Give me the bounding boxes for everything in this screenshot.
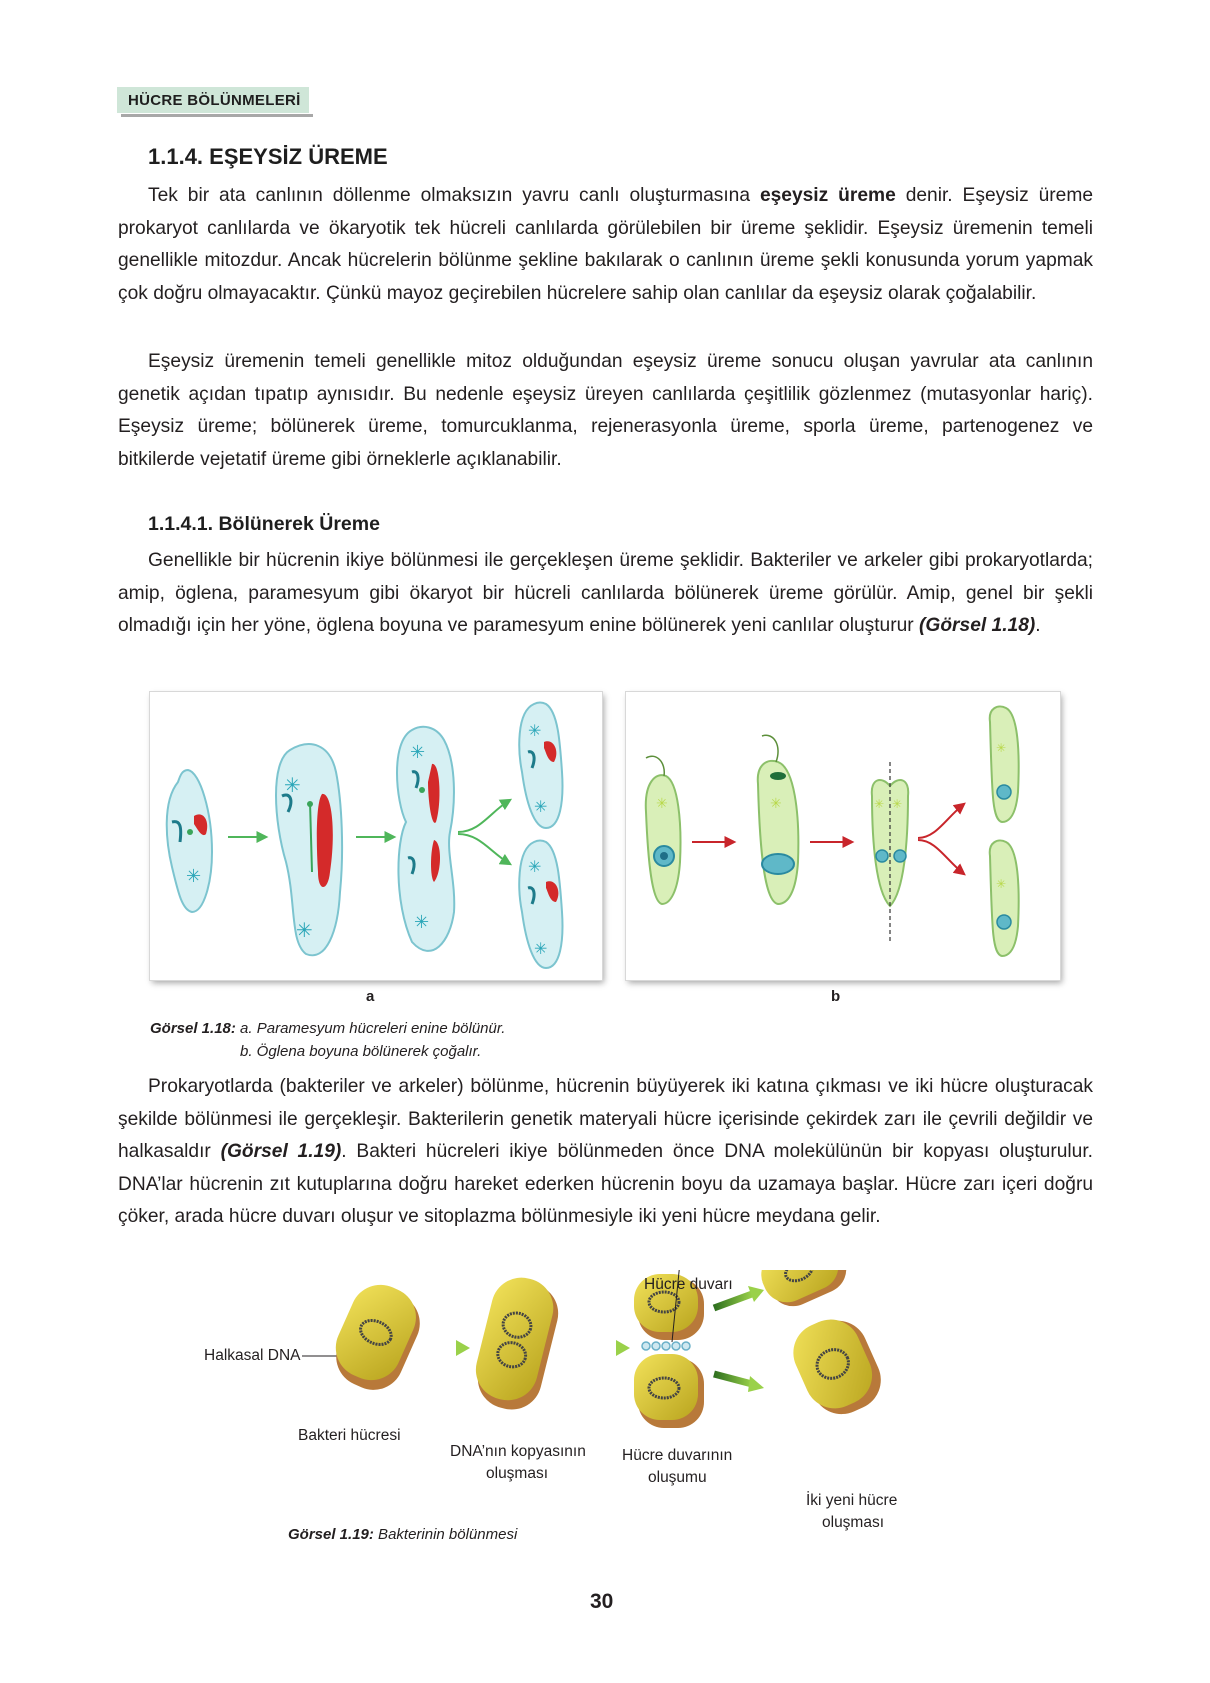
section-title: 1.1.4. EŞEYSİZ ÜREME — [148, 144, 388, 169]
svg-text:✳: ✳ — [770, 796, 782, 812]
paragraph-definition: Tek bir ata canlının döllenme olmaksızın yavru canlı oluşturmasına eşeysiz üreme denir. Eşeysiz üreme prokaryot canlılarda ve ökaryotik tek hücreli canlılarda görülebilen bir üreme şeklidir. Eşeysiz üremenin temeli genellikle mitozdur. Ancak hücrelerin bölünme şekline bakılarak o canlının üreme şekli konusunda yorum yapmak çok doğru olmayacaktır. Çünkü mayoz geçirebilen hücrelere sahip olan canlılar da eşeysiz olarak çoğalabilir. — [118, 185, 1093, 304]
bacterium-daughter-top — [754, 1270, 854, 1315]
svg-text:✳: ✳ — [284, 773, 301, 797]
paramecium-cell-2 — [276, 744, 342, 955]
term-eseysiz-ureme: eşeysiz üreme — [759, 185, 896, 206]
label-dna-copy-line2: oluşması — [486, 1465, 549, 1482]
svg-text:✳: ✳ — [410, 742, 426, 763]
svg-text:✳: ✳ — [656, 796, 668, 812]
svg-text:✳: ✳ — [186, 866, 202, 887]
figure-1-18-caption-line1: Görsel 1.18: a. Paramesyum hücreleri enine bölünür. — [150, 1020, 506, 1037]
svg-text:✳: ✳ — [996, 741, 1007, 755]
svg-text:✳: ✳ — [296, 918, 313, 942]
paramecium-daughter-top — [519, 703, 562, 829]
bacterium-daughter-bottom — [784, 1308, 891, 1426]
label-two-new-line2: oluşması — [822, 1514, 885, 1531]
bacterium-cell-2 — [468, 1271, 566, 1416]
figure-euglena-panel — [626, 692, 1060, 980]
euglena-daughter-bottom — [990, 841, 1019, 956]
figure-1-19-caption: Görsel 1.19: Bakterinin bölünmesi — [288, 1526, 518, 1543]
label-wall-forming-line1: Hücre duvarının — [622, 1447, 733, 1464]
figure-ref-1-19: (Görsel 1.19) — [220, 1141, 342, 1162]
paragraph-binary-fission: Genellikle bir hücrenin ikiye bölünmesi ile gerçekleşen üreme şeklidir. Bakteriler ve arkeler gibi prokaryotlarda; amip, öglena, paramesyum gibi ökaryot bir hücreli canlılarda bölünerek üreme görülür. Amip, genel bir şekli olmadığı için her yöne, öglena boyuna ve paramesyum enine bölünerek yeni canlılar oluşturur (Görsel 1.18). — [118, 550, 1093, 636]
paramecium-cell-1 — [167, 770, 212, 912]
figure-ref-1-18: (Görsel 1.18) — [919, 615, 1036, 636]
header-tab-shadow — [121, 114, 313, 117]
svg-text:✳: ✳ — [534, 797, 548, 816]
euglena-daughter-top — [990, 707, 1019, 822]
page-number: 30 — [590, 1590, 614, 1613]
paragraph-prokaryote-division: Prokaryotlarda (bakteriler ve arkeler) bölünme, hücrenin büyüyerek iki katına çıkması ve iki hücre oluşturacak şekilde bölünmesi ile gerçekleşir. Bakterilerin genetik materyali hücre içerisinde çekirdek zarı ile çevrili değildir ve halkasaldır (Görsel 1.19). Bakteri hücreleri ikiye bölünmeden önce DNA molekülünün bir kopyası oluşturulur. DNA’lar hücrenin zıt kutuplarına doğru hareket ederken hücrenin boyu da uzamaya başlar. Hücre zarı içeri doğru çöker, arada hücre duvarı oluşur ve sitoplazma bölünmesiyle iki yeni hücre meydana gelir. — [118, 1076, 1093, 1227]
chapter-title: HÜCRE BÖLÜNMELERİ — [128, 92, 301, 109]
euglena-cell-2 — [758, 735, 799, 904]
euglena-division-illustration — [626, 692, 1060, 980]
svg-text:✳: ✳ — [414, 912, 430, 933]
figure-1-18-caption-line2: b. Öglena boyuna bölünerek çoğalır. — [240, 1043, 482, 1060]
paramecium-daughter-bottom — [519, 841, 562, 969]
svg-text:✳: ✳ — [996, 877, 1007, 891]
label-bacterial-cell: Bakteri hücresi — [298, 1427, 401, 1444]
bacterium-cell-3-dividing — [634, 1274, 704, 1428]
paragraph-mitosis-basis: Eşeysiz üremenin temeli genellikle mitoz olduğundan eşeysiz üreme sonucu oluşan yavrular ata canlının genetik açıdan tıpatıp aynısıdır. Bu nedenle eşeysiz üreyen canlılarda çeşitlilik gözlenmez (mutasyonlar hariç). Eşeysiz üreme; bölünerek üreme, tomurcuklanma, rejenerasyonla üreme, sporla üreme, partenogenez ve bitkilerde vejetatif üreme gibi örneklerle açıklanabilir. — [118, 351, 1093, 470]
bacteria-division-illustration — [180, 1270, 920, 1500]
svg-text:✳: ✳ — [874, 797, 885, 811]
panel-label-a: a — [366, 988, 375, 1005]
bacterium-cell-1 — [323, 1275, 431, 1399]
figure-paramecium-panel — [150, 692, 602, 980]
label-wall-forming-line2: oluşumu — [648, 1469, 707, 1486]
paramecium-cell-3 — [397, 727, 454, 951]
label-circular-dna: Halkasal DNA — [204, 1347, 301, 1364]
label-cell-wall: Hücre duvarı — [644, 1276, 733, 1293]
svg-text:✳: ✳ — [892, 797, 903, 811]
subsection-title: 1.1.4.1. Bölünerek Üreme — [148, 513, 380, 535]
chapter-header-tab — [117, 87, 313, 119]
panel-label-b: b — [831, 988, 841, 1005]
label-two-new-line1: İki yeni hücre — [806, 1492, 898, 1509]
paramecium-division-illustration — [150, 692, 602, 980]
svg-text:✳: ✳ — [528, 857, 542, 876]
euglena-cell-3 — [872, 762, 908, 942]
label-dna-copy-line1: DNA’nın kopyasının — [450, 1443, 586, 1460]
svg-text:✳: ✳ — [528, 721, 542, 740]
euglena-cell-1 — [646, 756, 681, 904]
svg-text:✳: ✳ — [534, 939, 548, 958]
